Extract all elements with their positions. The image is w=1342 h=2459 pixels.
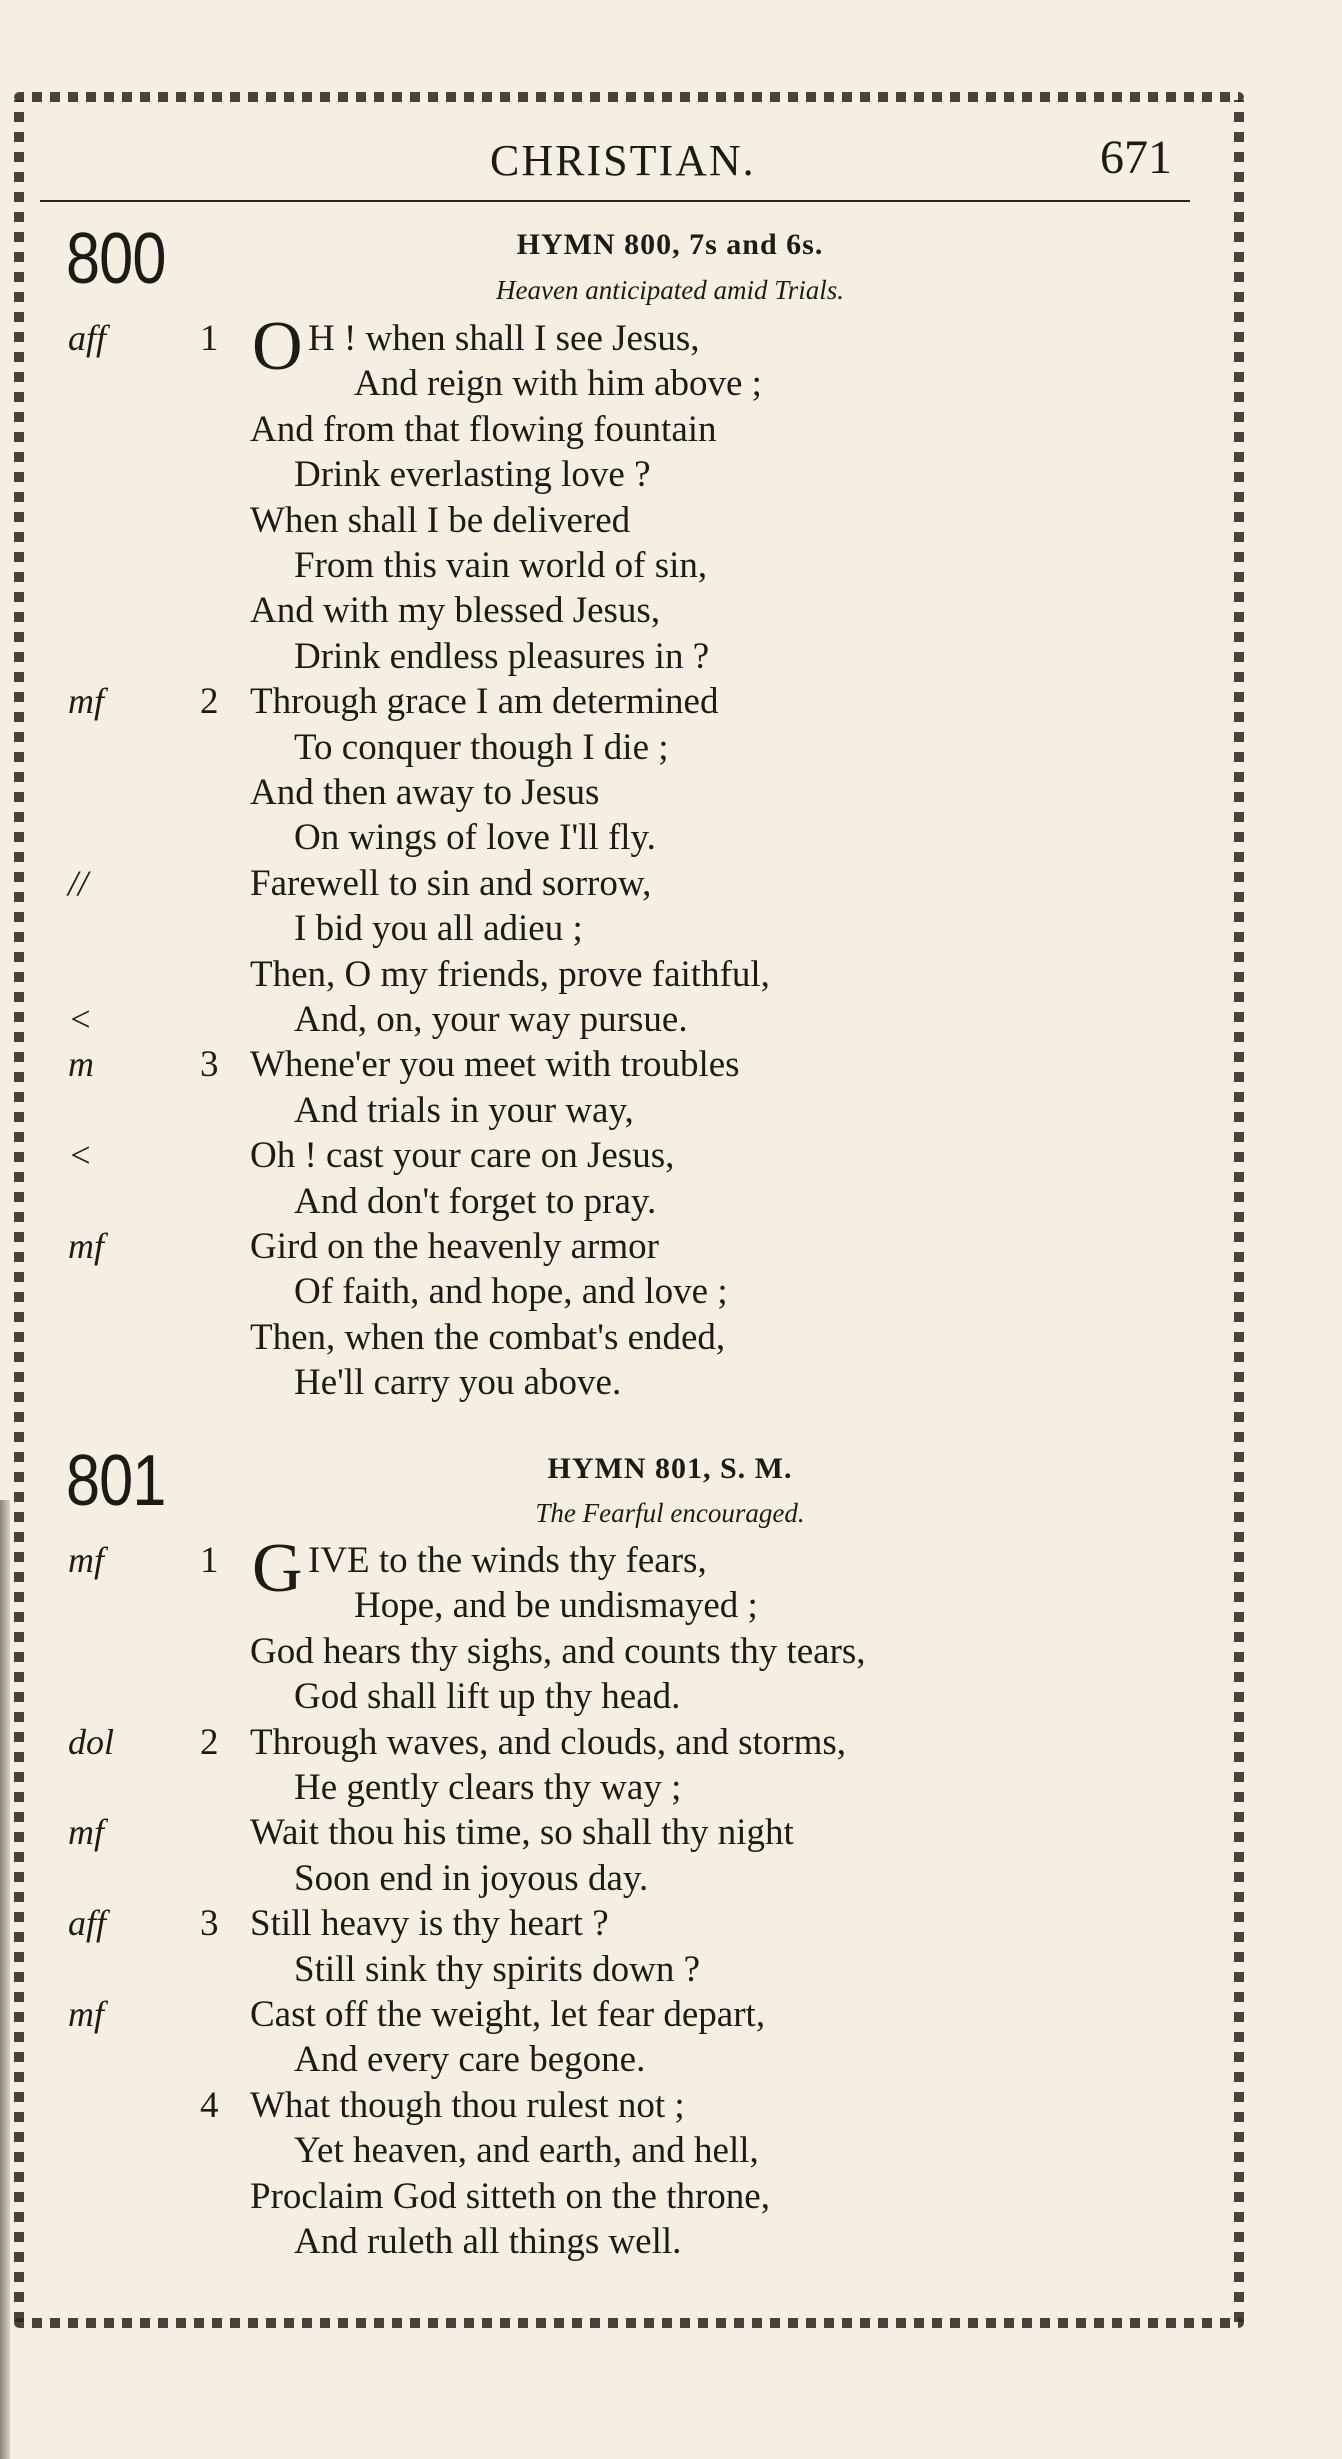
verse-number: 3 [200,1903,219,1945]
dynamic-marking: mf [68,1540,104,1580]
hymn-line: And reign with him above ; [354,363,762,405]
dynamic-marking: aff [68,1903,107,1944]
hymn-line: He'll carry you above. [294,1362,622,1404]
hymn-line: And trials in your way, [294,1089,634,1131]
hymn-line: Hope, and be undismayed ; [354,1585,758,1627]
drop-cap: O [252,308,303,385]
dynamic-marking: aff [68,318,107,358]
hymn-line: IVE to the winds thy fears, [308,1540,707,1581]
drop-cap: G [252,1530,303,1607]
left-border-ornament [14,100,24,2322]
hymn-line: Proclaim God sitteth on the throne, [250,2175,770,2217]
hymn-line: From this vain world of sin, [294,545,708,586]
hymn-line: Drink endless pleasures in ? [294,635,710,677]
running-head: CHRISTIAN. [490,136,756,185]
hymn-line: Then, when the combat's ended, [250,1316,726,1358]
hymn-subtitle: Heaven anticipated amid Trials. [496,275,844,305]
dynamic-marking: mf [68,1994,104,2034]
hymn-line: And don't forget to pray. [294,1180,657,1222]
hymn-subtitle: The Fearful encouraged. [535,1498,805,1528]
book-spine-edge [0,1500,10,2459]
verse-number: 1 [200,1540,219,1581]
hymn-line: Of faith, and hope, and love ; [294,1271,728,1313]
hymn-line: What though thou rulest not ; [250,2084,685,2126]
hymn-line: Still heavy is thy heart ? [250,1903,609,1945]
dynamic-marking: mf [68,1812,104,1853]
hymn-line: And every care begone. [294,2039,646,2081]
verse-number: 1 [200,318,219,359]
bottom-border-ornament [14,2318,1244,2328]
hymn-line: Still sink thy spirits down ? [294,1948,701,1990]
hymn-line: And then away to Jesus [250,772,600,813]
hymn-line: When shall I be delivered [250,499,631,541]
dynamic-marking: < [68,999,93,1039]
hymn-line: God shall lift up thy head. [294,1676,681,1718]
hymn-line: Wait thou his time, so shall thy night [250,1812,794,1854]
top-border-ornament [14,92,1244,102]
verse-number: 3 [200,1044,219,1086]
hymn-line: He gently clears thy way ; [294,1767,682,1808]
dynamic-marking: // [68,862,89,903]
hymn-line: Whene'er you meet with troubles [250,1044,740,1086]
hymn-line: Yet heaven, and earth, and hell, [294,2130,759,2172]
hymn-line: H ! when shall I see Jesus, [308,318,700,359]
hymn-line: To conquer though I die ; [294,726,669,768]
hymn-line: And ruleth all things well. [294,2221,682,2262]
hymn-number: 800 [66,219,166,299]
verse-number: 2 [200,1721,219,1763]
hymn-line: God hears thy sighs, and counts thy tears, [250,1630,866,1672]
hymn-number: 801 [66,1441,166,1521]
hymn-line: On wings of love I'll fly. [294,817,656,859]
hymn-line: Drink everlasting love ? [294,454,651,496]
hymn-title: HYMN 801, S. M. [547,1452,793,1485]
dynamic-marking: dol [68,1721,115,1762]
hymn-line: I bid you all adieu ; [294,908,583,950]
page-number: 671 [1100,131,1172,184]
hymn-line: Gird on the heavenly armor [250,1226,659,1267]
dynamic-marking: m [68,1044,94,1085]
hymn-line: Soon end in joyous day. [294,1857,649,1899]
hymn-line: Farewell to sin and sorrow, [250,862,652,904]
hymn-line: And with my blessed Jesus, [250,590,661,632]
hymn-line: Through grace I am determined [250,681,719,723]
verse-number: 4 [200,2084,219,2126]
hymn-line: And, on, your way pursue. [294,999,688,1040]
right-border-ornament [1234,100,1244,2322]
header-rule [40,200,1190,202]
hymn-line: Then, O my friends, prove faithful, [250,953,770,995]
hymn-line: Through waves, and clouds, and storms, [250,1721,847,1763]
dynamic-marking: mf [68,681,104,722]
dynamic-marking: mf [68,1226,104,1266]
hymn-line: Oh ! cast your care on Jesus, [250,1135,675,1177]
hymn-line: Cast off the weight, let fear depart, [250,1994,766,2035]
verse-number: 2 [200,681,219,723]
hymn-title: HYMN 800, 7s and 6s. [516,228,824,261]
dynamic-marking: < [68,1135,93,1176]
hymn-line: And from that flowing fountain [250,408,717,450]
